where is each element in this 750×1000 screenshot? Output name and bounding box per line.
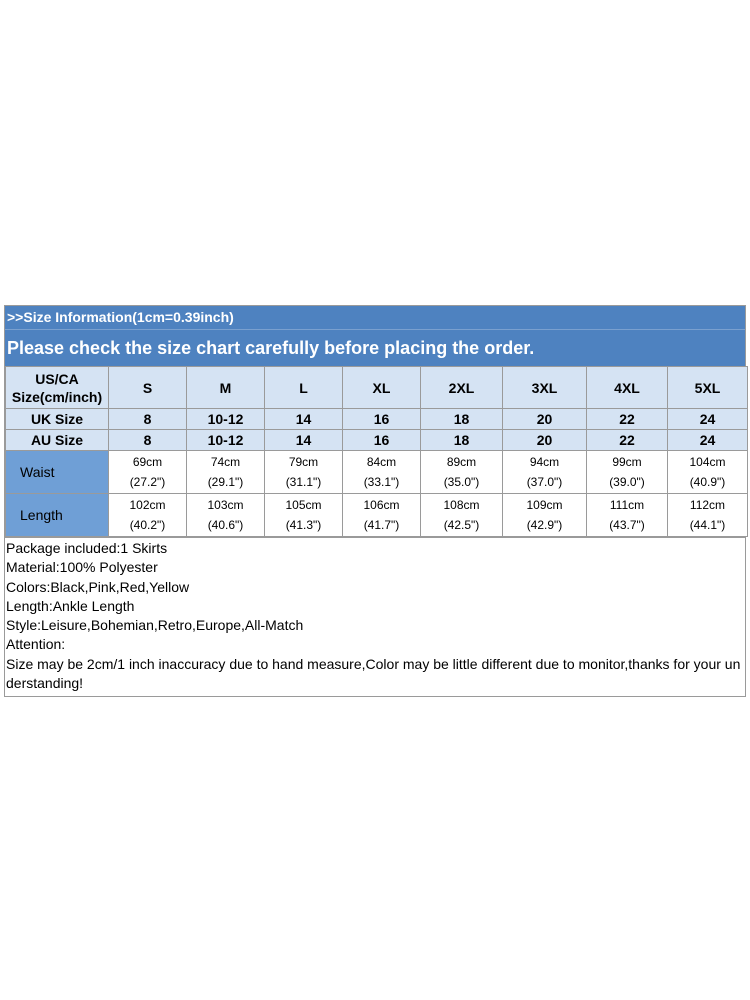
length-cm: 109cm bbox=[526, 498, 563, 512]
uk-size-cell: 22 bbox=[587, 409, 668, 430]
au-size-cell: 22 bbox=[587, 430, 668, 451]
size-info-title: >>Size Information(1cm=0.39inch) bbox=[5, 306, 745, 330]
length-cell bbox=[187, 494, 265, 537]
waist-cm: 89cm bbox=[446, 455, 477, 469]
waist-inch: (40.9") bbox=[689, 475, 726, 489]
waist-row bbox=[6, 451, 748, 494]
au-size-cell: 18 bbox=[421, 430, 503, 451]
length-inch: (40.2") bbox=[129, 518, 166, 532]
waist-inch: (37.0") bbox=[526, 475, 563, 489]
length-cm: 108cm bbox=[443, 498, 480, 512]
material-note: Material:100% Polyester bbox=[6, 559, 158, 576]
length-inch: (43.7") bbox=[609, 518, 645, 532]
uk-size-cell: 16 bbox=[343, 409, 421, 430]
length-cm: 105cm bbox=[285, 498, 322, 512]
attention-note: Attention: bbox=[6, 636, 66, 653]
size-header-cell: 4XL bbox=[587, 367, 668, 409]
size-header-cell: 5XL bbox=[668, 367, 748, 409]
au-size-cell: 20 bbox=[503, 430, 587, 451]
au-size-cell: 8 bbox=[109, 430, 187, 451]
us-size-label bbox=[6, 367, 109, 409]
waist-cell bbox=[109, 451, 187, 494]
disclaimer-note: Size may be 2cm/1 inch inaccuracy due to hand measure,Color may be little different due to monitor,thanks for your understanding! bbox=[6, 655, 741, 692]
length-cell bbox=[265, 494, 343, 537]
package-note: Package included:1 Skirts bbox=[6, 540, 168, 556]
size-header-cell: M bbox=[187, 367, 265, 409]
length-inch: (41.7") bbox=[363, 518, 400, 532]
length-inch: (42.9") bbox=[526, 518, 563, 532]
length-cm: 111cm bbox=[609, 498, 645, 512]
length-cm: 112cm bbox=[689, 498, 726, 512]
uk-size-cell: 24 bbox=[668, 409, 748, 430]
size-header-cell: S bbox=[109, 367, 187, 409]
waist-cm: 84cm bbox=[366, 455, 397, 469]
us-size-label-line2: Size(cm/inch) bbox=[11, 388, 103, 405]
waist-cm: 104cm bbox=[689, 455, 726, 469]
uk-size-label: UK Size bbox=[6, 409, 109, 430]
style-note: Style:Leisure,Bohemian,Retro,Europe,All-Match bbox=[6, 617, 304, 634]
uk-size-row bbox=[6, 409, 748, 430]
product-notes bbox=[5, 537, 745, 696]
size-header-cell: 3XL bbox=[503, 367, 587, 409]
size-chart bbox=[4, 305, 746, 697]
length-inch: (40.6") bbox=[207, 518, 244, 532]
waist-cm: 99cm bbox=[612, 455, 642, 469]
length-row bbox=[6, 494, 748, 537]
length-cm: 106cm bbox=[363, 498, 400, 512]
uk-size-cell: 8 bbox=[109, 409, 187, 430]
length-cm: 103cm bbox=[207, 498, 244, 512]
waist-cell bbox=[503, 451, 587, 494]
waist-cell bbox=[587, 451, 668, 494]
size-header-cell: L bbox=[265, 367, 343, 409]
uk-size-cell: 10-12 bbox=[187, 409, 265, 430]
waist-cm: 94cm bbox=[529, 455, 560, 469]
size-header-cell: 2XL bbox=[421, 367, 503, 409]
length-inch: (42.5") bbox=[443, 518, 480, 532]
au-size-cell: 24 bbox=[668, 430, 748, 451]
uk-size-cell: 14 bbox=[265, 409, 343, 430]
size-header-cell: XL bbox=[343, 367, 421, 409]
length-note: Length:Ankle Length bbox=[6, 597, 135, 614]
length-cell bbox=[668, 494, 748, 537]
length-cell bbox=[587, 494, 668, 537]
waist-inch: (31.1") bbox=[285, 475, 322, 489]
waist-cm: 79cm bbox=[288, 455, 319, 469]
waist-cell bbox=[187, 451, 265, 494]
length-cm: 102cm bbox=[129, 498, 166, 512]
length-inch: (41.3") bbox=[285, 518, 322, 532]
length-cell bbox=[421, 494, 503, 537]
length-cell bbox=[503, 494, 587, 537]
length-inch: (44.1") bbox=[689, 518, 726, 532]
waist-cell bbox=[265, 451, 343, 494]
waist-inch: (35.0") bbox=[443, 475, 480, 489]
colors-note: Colors:Black,Pink,Red,Yellow bbox=[6, 578, 190, 595]
waist-cm: 74cm bbox=[210, 455, 241, 469]
uk-size-cell: 18 bbox=[421, 409, 503, 430]
length-cell bbox=[109, 494, 187, 537]
us-size-label-line1: US/CA bbox=[35, 370, 79, 387]
size-chart-header bbox=[5, 306, 745, 366]
length-cell bbox=[343, 494, 421, 537]
waist-cell bbox=[421, 451, 503, 494]
waist-cell bbox=[343, 451, 421, 494]
waist-cell bbox=[668, 451, 748, 494]
au-size-cell: 14 bbox=[265, 430, 343, 451]
au-size-cell: 16 bbox=[343, 430, 421, 451]
waist-inch: (29.1") bbox=[207, 475, 244, 489]
waist-inch: (33.1") bbox=[363, 475, 400, 489]
waist-inch: (39.0") bbox=[609, 475, 645, 489]
waist-cm: 69cm bbox=[132, 455, 163, 469]
size-table bbox=[5, 366, 748, 537]
waist-label: Waist bbox=[6, 451, 109, 494]
au-size-label: AU Size bbox=[6, 430, 109, 451]
waist-inch: (27.2") bbox=[129, 475, 166, 489]
au-size-cell: 10-12 bbox=[187, 430, 265, 451]
us-size-row bbox=[6, 367, 748, 409]
size-notice-title: Please check the size chart carefully before placing the order. bbox=[7, 338, 535, 358]
au-size-row bbox=[6, 430, 748, 451]
length-label: Length bbox=[6, 494, 109, 537]
uk-size-cell: 20 bbox=[503, 409, 587, 430]
